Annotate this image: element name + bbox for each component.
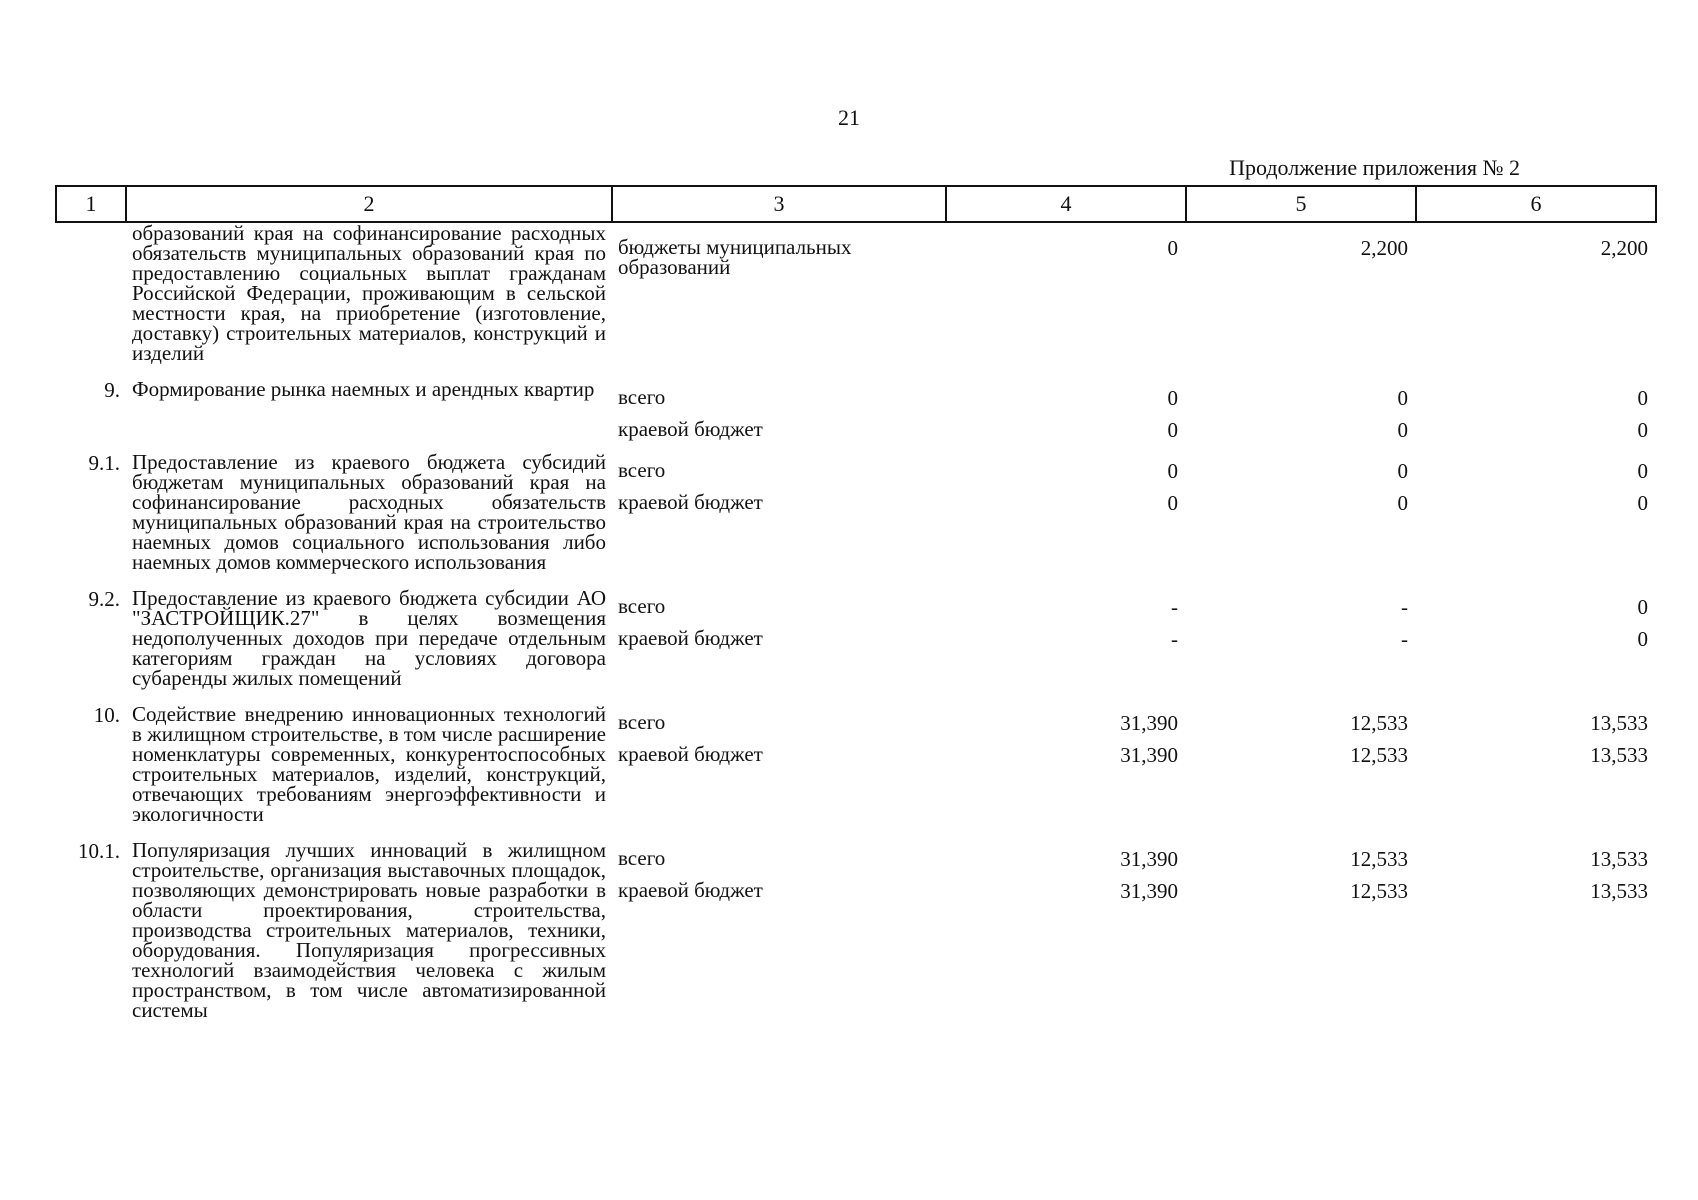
value-cell: 31,390 <box>1120 847 1178 871</box>
table-row <box>56 698 1656 834</box>
row-name: Формирование рынка наемных и арендных квартир <box>132 377 595 401</box>
value-cell: - <box>1171 627 1178 651</box>
row-col-6 <box>1416 373 1656 446</box>
header-col-6: 6 <box>1416 186 1656 222</box>
row-col-6 <box>1416 834 1656 1030</box>
value-cell: 0 <box>1167 491 1178 515</box>
value-cell: 13,533 <box>1590 711 1648 735</box>
row-col-5 <box>1186 582 1416 698</box>
row-number: 10.1. <box>78 839 120 863</box>
value-cell: 0 <box>1637 386 1648 410</box>
source-label: всего <box>618 385 666 409</box>
source-label: всего <box>618 846 666 870</box>
row-name: Предоставление из краевого бюджета субсидии АО "ЗАСТРОЙЩИК.27" в целях возмещения недополученных доходов при передаче отдельным категориям граждан на условиях договора субаренды жилых помещений <box>132 586 606 690</box>
row-number: 9. <box>104 378 120 402</box>
row-name: Предоставление из краевого бюджета субсидий бюджетам муниципальных образований края на софинансирование расходных обязательств муниципальных образований края на строительство наемных домов социального использования либо наемных домов коммерческого использования <box>132 450 606 574</box>
row-col-4 <box>946 446 1186 582</box>
table-row <box>56 222 1656 373</box>
row-col-6 <box>1416 698 1656 834</box>
row-sources <box>612 222 946 373</box>
source-label: бюджеты муниципальных образований <box>618 235 852 279</box>
value-cell: 12,533 <box>1350 879 1408 903</box>
continuation-label: Продолжение приложения № 2 <box>1229 155 1520 180</box>
row-sources <box>612 582 946 698</box>
row-col-5 <box>1186 834 1416 1030</box>
source-label: всего <box>618 458 666 482</box>
row-col-4 <box>946 698 1186 834</box>
source-label: краевой бюджет <box>618 417 763 441</box>
row-number: 9.1. <box>88 451 120 475</box>
table-row <box>56 582 1656 698</box>
row-col-5 <box>1186 698 1416 834</box>
value-cell: 31,390 <box>1120 879 1178 903</box>
value-cell: 0 <box>1637 595 1648 619</box>
row-col-5 <box>1186 373 1416 446</box>
row-col-4 <box>946 582 1186 698</box>
value-cell: 31,390 <box>1120 711 1178 735</box>
source-label: всего <box>618 710 666 734</box>
value-cell: 0 <box>1637 627 1648 651</box>
value-cell: 0 <box>1637 459 1648 483</box>
row-number: 9.2. <box>88 587 120 611</box>
row-col-5 <box>1186 446 1416 582</box>
source-label: краевой бюджет <box>618 626 763 650</box>
source-label: краевой бюджет <box>618 878 763 902</box>
row-col-6 <box>1416 582 1656 698</box>
header-col-1: 1 <box>56 186 126 222</box>
value-cell: 2,200 <box>1600 236 1648 260</box>
value-cell: 0 <box>1167 418 1178 442</box>
value-cell: 12,533 <box>1350 743 1408 767</box>
value-cell: 13,533 <box>1590 743 1648 767</box>
header-col-5: 5 <box>1186 186 1416 222</box>
row-sources <box>612 834 946 1030</box>
value-cell: 0 <box>1167 459 1178 483</box>
page-number: 21 <box>838 105 860 130</box>
value-cell: 13,533 <box>1590 847 1648 871</box>
row-sources <box>612 698 946 834</box>
value-cell: 0 <box>1167 386 1178 410</box>
row-col-5 <box>1186 222 1416 373</box>
value-cell: 12,533 <box>1350 711 1408 735</box>
source-label: всего <box>618 594 666 618</box>
table-row <box>56 834 1656 1030</box>
value-cell: - <box>1401 627 1408 651</box>
value-cell: 0 <box>1167 236 1178 260</box>
value-cell: 2,200 <box>1360 236 1408 260</box>
row-sources <box>612 446 946 582</box>
value-cell: 0 <box>1397 386 1408 410</box>
value-cell: 12,533 <box>1350 847 1408 871</box>
row-number <box>56 222 126 373</box>
value-cell: 0 <box>1637 491 1648 515</box>
value-cell: - <box>1401 595 1408 619</box>
row-name: образований края на софинансирование расходных обязательств муниципальных образований края по предоставлению социальных выплат гражданам Российской Федерации, проживающим в сельской местности края, на приобретение (изготовление, доставку) строительных материалов, конструкций и изделий <box>132 221 606 365</box>
header-col-4: 4 <box>946 186 1186 222</box>
row-name: Популяризация лучших инноваций в жилищном строительстве, организация выставочных площадок, позволяющих демонстрировать новые разработки в области проектирования, строительства, производства строительных материалов, техники, оборудования. Популяризация прогрессивных технологий взаимодействия человека с жилым пространством, в том числе автоматизированной системы <box>132 838 606 1022</box>
header-row <box>56 186 1656 222</box>
row-col-4 <box>946 222 1186 373</box>
row-col-6 <box>1416 222 1656 373</box>
value-cell: 0 <box>1637 418 1648 442</box>
value-cell: 0 <box>1397 418 1408 442</box>
value-cell: 0 <box>1397 459 1408 483</box>
row-col-4 <box>946 373 1186 446</box>
table-row <box>56 446 1656 582</box>
row-number: 10. <box>93 703 120 727</box>
row-col-4 <box>946 834 1186 1030</box>
value-cell: 0 <box>1397 491 1408 515</box>
header-col-2: 2 <box>126 186 612 222</box>
appendix-table <box>55 185 1657 1030</box>
row-name: Содействие внедрению инновационных технологий в жилищном строительстве, в том числе расширение номенклатуры современных, конкурентоспособных строительных материалов, изделий, конструкций, отвечающих требованиям энергоэффективности и экологичности <box>132 702 606 826</box>
row-sources <box>612 373 946 446</box>
table-row <box>56 373 1656 446</box>
source-label: краевой бюджет <box>618 742 763 766</box>
value-cell: 13,533 <box>1590 879 1648 903</box>
row-col-6 <box>1416 446 1656 582</box>
header-col-3: 3 <box>612 186 946 222</box>
value-cell: - <box>1171 595 1178 619</box>
value-cell: 31,390 <box>1120 743 1178 767</box>
source-label: краевой бюджет <box>618 490 763 514</box>
